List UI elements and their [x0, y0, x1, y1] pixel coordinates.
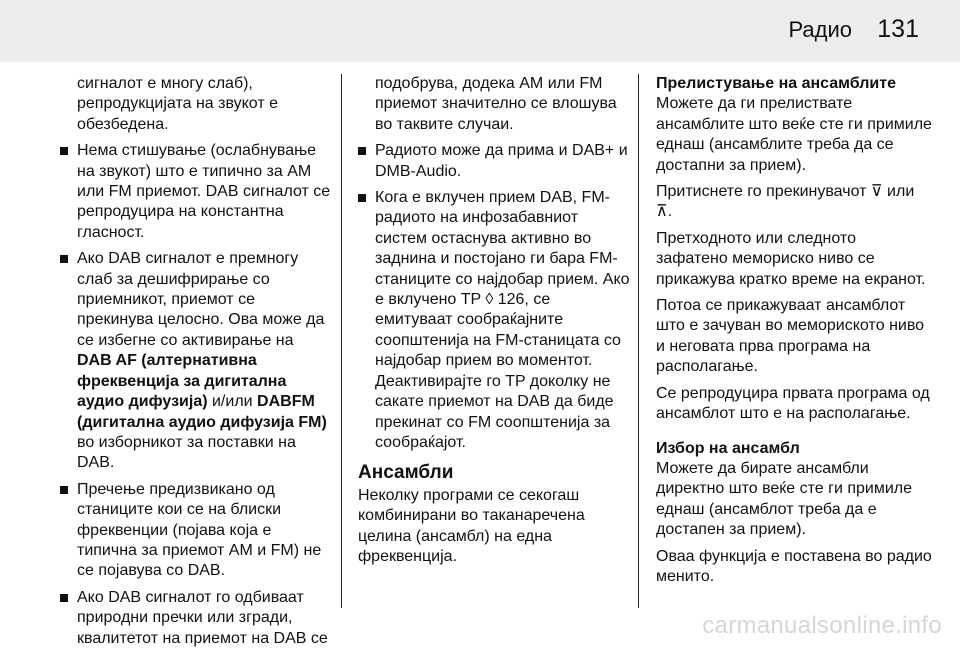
continued-text: сигналот е многу слаб), репродукцијата на звукот е обезбедена.	[77, 75, 278, 133]
paragraph: Се репродуцира првата програма од ансамблот што е на располагање.	[656, 384, 930, 423]
subsection-heading: Избор на ансамбл	[656, 439, 800, 457]
subsection-heading: Прелистување на ансамблите	[656, 75, 896, 92]
column-2	[358, 74, 630, 573]
paragraph: Претходното или следното зафатено мемориско ниво се прикажува кратко време на екранот.	[656, 229, 926, 288]
section-title: Радио	[788, 17, 852, 42]
paragraph: Оваа функција е поставена во радио менито.	[656, 547, 932, 585]
page-number: 131	[877, 15, 919, 43]
paragraph: Можете да ги прелиствате ансамблите што веќе сте ги примиле еднаш (ансамблите треба да се достапни за прием).	[656, 95, 932, 174]
paragraph: Можете да бирате ансамбли директно што веќе сте ги примиле еднаш (ансамблот треба да е достапен за прием).	[656, 459, 913, 539]
spacer	[656, 431, 932, 439]
column-divider	[638, 74, 639, 608]
setting-dabfm: DABFM (дигитална аудио дифузија FM)	[77, 393, 327, 431]
bullet-item: Радиото може да прима и DAB+ и DMB-Audio.	[358, 141, 630, 182]
bullet-item: Кога е вклучен прием DAB, FM-радиото на инфозабавниот систем остаснува активно во заднина и постојано ги бара FM-станиците со најдобар прием. Ако е вклучено TP ◊ 126, се емитуваат сообраќајните соопштенија на FM-станицата со најдобар прием во моментот. Деактивирајте го TP доколку не сакате приемот на DAB да биде прекинат со FM соопштенија за сообраќајот.	[358, 188, 630, 453]
column-divider	[341, 74, 342, 608]
paragraph: Притиснете го прекинувачот ⊽ или ⊼.	[656, 183, 915, 221]
column-3	[656, 74, 932, 593]
bullet-list	[358, 141, 630, 453]
watermark: carmanualsonline.info	[702, 612, 942, 639]
bullet-item: Ако DAB сигналот го одбиваат природни пречки или згради, квалитетот на приемот на DAB се	[60, 588, 332, 649]
bullet-list	[60, 141, 332, 649]
bullet-text: Ако DAB сигналот е премногу слаб за дешифрирање со приемникот, приемот се прекинува целосно. Ова може да се избегне со активирање на	[77, 250, 325, 349]
bullet-item: Нема стишување (ослабнување на звукот) што е типично за AM или FM приемот. DAB сигналот се репродуцира на константна гласност.	[60, 141, 332, 243]
bullet-text: и/или	[207, 393, 258, 411]
paragraph: Потоа се прикажуваат ансамблот што е зачуван во меморискотo ниво и неговата прва програма на располагање.	[656, 297, 925, 376]
paragraph: Неколку програми се секогаш комбинирани во таканаречена целина (ансамбл) на една фреквенција.	[358, 486, 585, 565]
bullet-item: Пречење предизвикано од станиците кои се на блиски фреквенции (појава која е типична за приемот AM и FM) не се појавува со DAB.	[60, 480, 332, 582]
bullet-text: во изборникот за поставки на DAB.	[77, 433, 296, 472]
column-1	[60, 74, 332, 655]
bullet-item	[60, 249, 332, 473]
page-header	[0, 0, 960, 62]
continued-text: подобрува, додека AM или FM приемот значително се влошува во таквите случаи.	[375, 75, 617, 133]
setting-dab-af: DAB AF (алтернативна фреквенција за дигитална аудио дифузија)	[77, 352, 287, 411]
section-heading: Ансамбли	[358, 462, 454, 484]
